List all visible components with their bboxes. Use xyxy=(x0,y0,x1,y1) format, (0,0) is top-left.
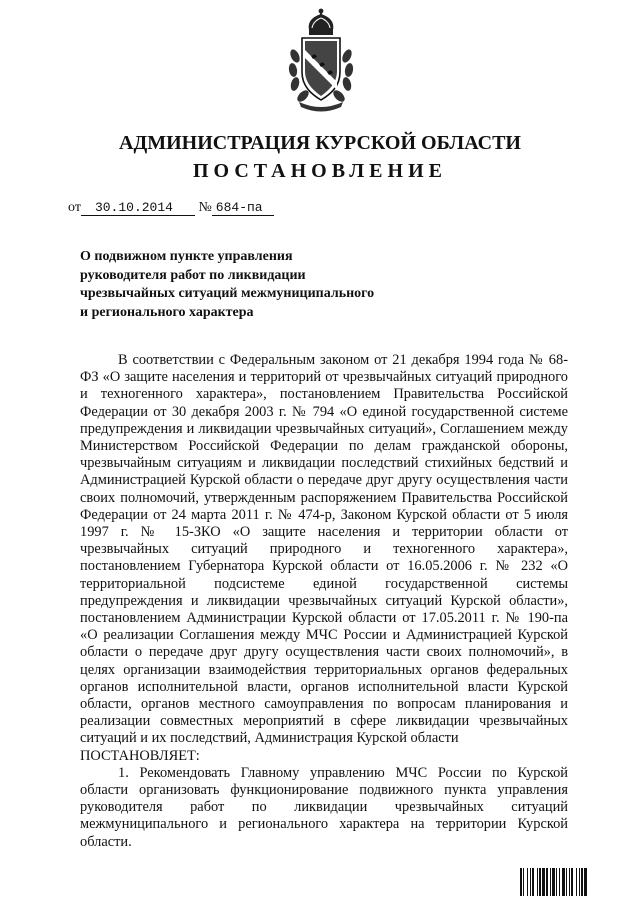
barcode-icon xyxy=(520,868,624,896)
coat-of-arms-emblem xyxy=(285,8,357,116)
document-subject xyxy=(80,248,410,322)
organization-title: АДМИНИСТРАЦИЯ КУРСКОЙ ОБЛАСТИ xyxy=(119,132,521,154)
preamble-paragraph: В соответствии с Федеральным законом от 21 декабря 1994 года № 68-ФЗ «О защите населения и территорий от чрезвычайных ситуаций природного и техногенного характера», постановлением Правительства Российской Федерации от 30 декабря 2003 г. № 794 «О единой государственной системе предупреждения и ликвидации чрезвычайных ситуаций», Соглашением между Министерством Российской Федерации по делам гражданской обороны, чрезвычайным ситуациям и ликвидации последствий стихийных бедствий и Администрацией Курской области о передаче друг другу осуществления части своих полномочий, утвержденным распоряжением Правительства Российской Федерации от 24 марта 2011 г. № 474-р, Законом Курской области от 5 июля 1997 г. № 15-ЗКО «О защите населения и территории области от чрезвычайных ситуаций природного и техногенного характера», постановлением Губернатора Курской области от 16.05.2006 г. № 232 «О территориальной подсистеме единой государственной системы предупреждения и ликвидации чрезвычайных ситуаций Курской области», постановлением Администрации Курской области от 17.05.2011 г. № 190-па «О реализации Соглашения между МЧС России и Администрацией Курской области о передаче друг другу осуществления части своих полномочий», в целях организации взаимодействия территориальных органов федеральных органов исполнительной власти, органов исполнительной власти Курской области, органов местного самоуправления по вопросам планирования и реализации совместных мероприятий в сфере ликвидации чрезвычайных ситуаций и их последствий, Администрация Курской области xyxy=(80,352,568,747)
item-1-paragraph: 1. Рекомендовать Главному управлению МЧС России по Курской области организовать функционирование подвижного пункта управления руководителя работ по ликвидации чрезвычайных ситуаций межмуниципального и регионального характера на территории Курской области. xyxy=(80,764,568,850)
number-prefix: № xyxy=(198,200,212,215)
document-type: ПОСТАНОВЛЕНИЕ xyxy=(193,160,447,182)
subject-line: руководителя работ по ликвидации xyxy=(80,267,306,283)
document-number: 684-па xyxy=(212,201,274,216)
subject-line: чрезвычайных ситуаций межмуниципального xyxy=(80,286,375,301)
date-prefix: от xyxy=(68,200,81,215)
registration-line xyxy=(68,200,274,216)
resolves-heading: ПОСТАНОВЛЯЕТ: xyxy=(80,747,200,764)
document-date: 30.10.2014 xyxy=(81,201,195,216)
document-body xyxy=(80,352,568,851)
subject-line: О подвижном пункте управления xyxy=(80,249,293,264)
subject-line: и регионального характера xyxy=(80,304,254,320)
